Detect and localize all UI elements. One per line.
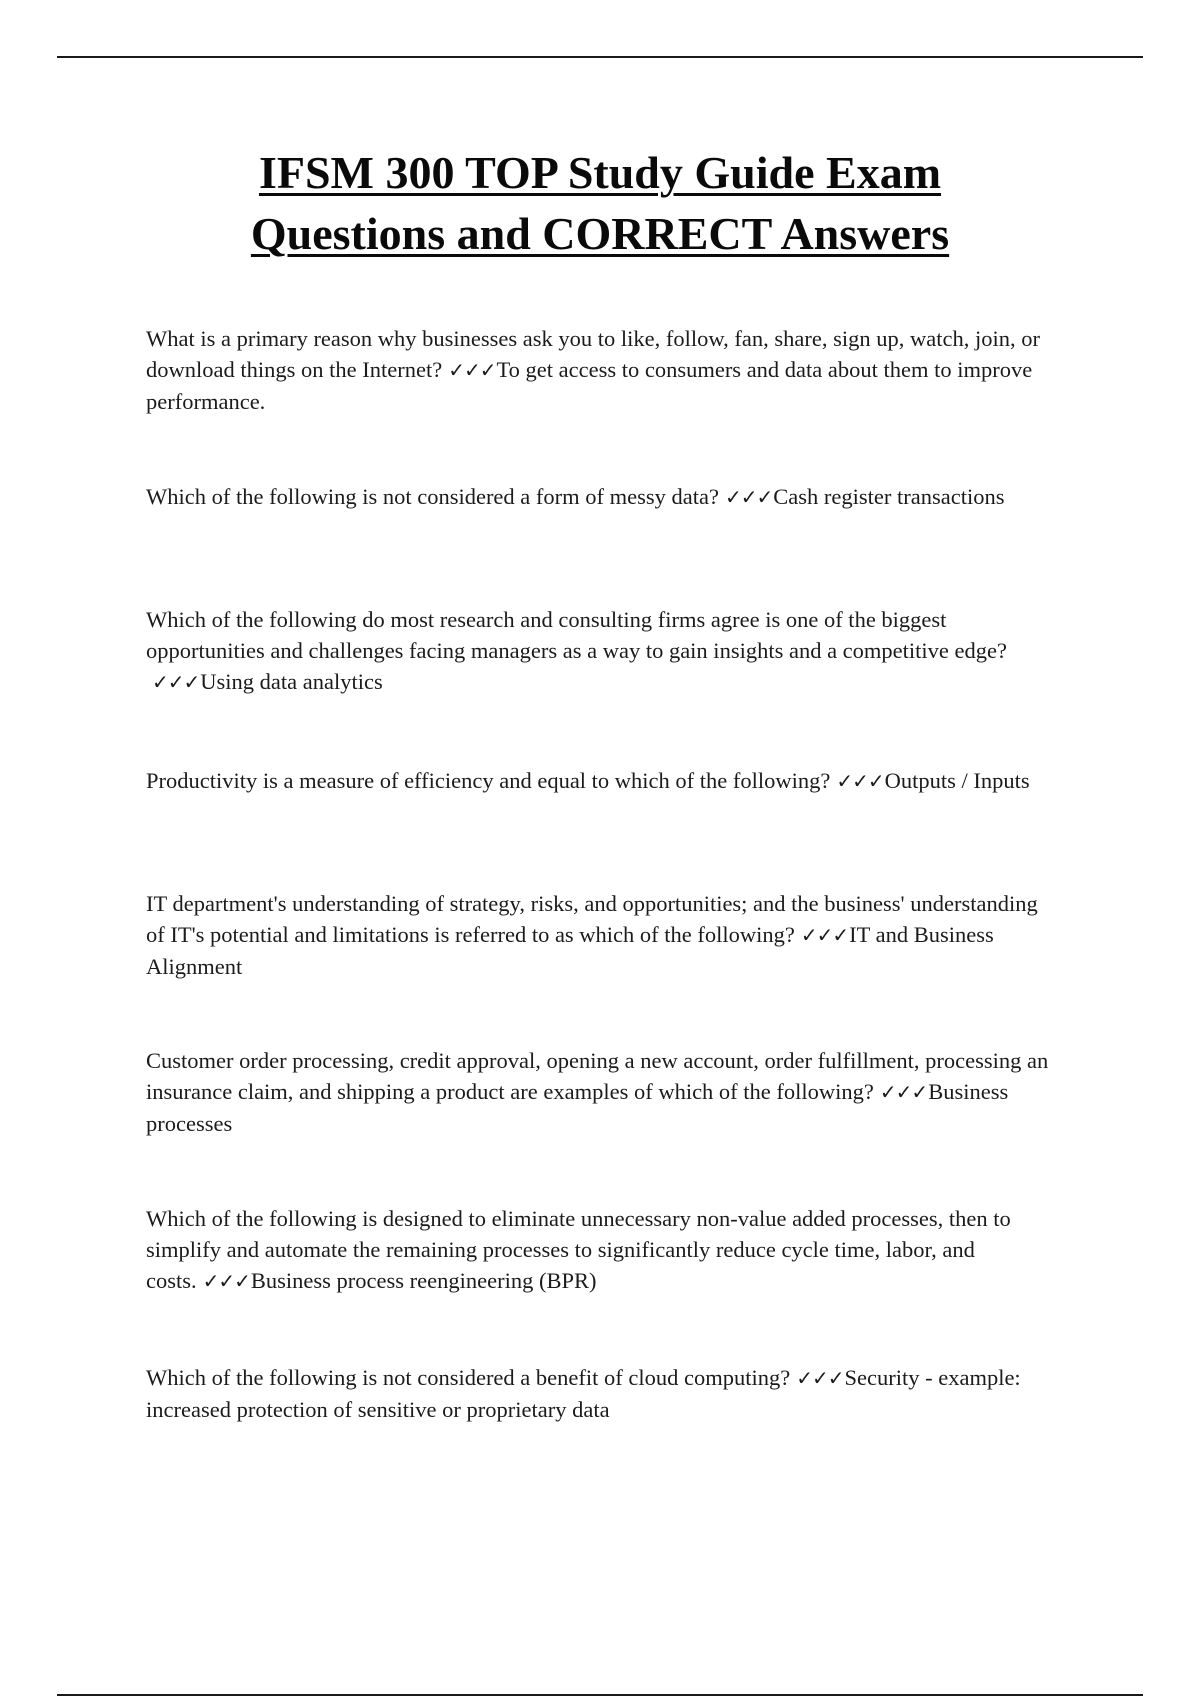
qa-item — [146, 888, 1056, 982]
question-text: Productivity is a measure of efficiency and equal to which of the following? — [146, 768, 831, 793]
answer-text: Using data analytics — [200, 669, 383, 694]
top-rule — [57, 56, 1143, 58]
answer-text: To get access to consumers and data about them to improve performance. — [146, 357, 1033, 414]
answer-text: Business processes — [146, 1079, 1009, 1136]
title-highlight — [0, 142, 1200, 264]
qa-item — [146, 1362, 1056, 1425]
checkmark-icon: ✓✓✓ — [836, 769, 884, 793]
answer-text: IT and Business Alignment — [146, 922, 994, 979]
question-text: What is a primary reason why businesses ask you to like, follow, fan, share, sign up, watch, join, or download things on the Internet? — [146, 326, 1040, 382]
qa-item — [146, 323, 1056, 417]
title-line-2: Questions and CORRECT Answers — [250, 208, 950, 259]
checkmark-icon: ✓✓✓ — [796, 1366, 844, 1390]
answer-text: Outputs / Inputs — [884, 768, 1030, 793]
checkmark-icon: ✓✓✓ — [724, 485, 773, 509]
title-line-1: IFSM 300 TOP Study Guide Exam — [258, 147, 942, 198]
question-text: Customer order processing, credit approval, opening a new account, order fulfillment, processing an insurance claim, and shipping a product are examples of which of the following? — [146, 1048, 1049, 1104]
question-text: Which of the following is not considered a form of messy data? — [146, 484, 719, 509]
checkmark-icon: ✓✓✓ — [152, 670, 200, 694]
question-text: Which of the following do most research and consulting firms agree is one of the biggest opportunities and challenges facing managers as a way to gain insights and a competitive edge? — [146, 607, 1007, 663]
answer-text: Security - example: increased protection of sensitive or proprietary data — [146, 1365, 1021, 1422]
question-text: IT department's understanding of strategy, risks, and opportunities; and the business' understanding of IT's potential and limitations is referred to as which of the following? — [146, 891, 1038, 947]
answer-text: Business process reengineering (BPR) — [250, 1268, 597, 1293]
qa-item — [146, 1203, 1056, 1297]
question-text: Which of the following is not considered a benefit of cloud computing? — [146, 1365, 791, 1390]
checkmark-icon: ✓✓✓ — [879, 1080, 928, 1104]
document-title — [0, 142, 1200, 264]
question-text: Which of the following is designed to eliminate unnecessary non-value added processes, then to simplify and automate the remaining processes to significantly reduce cycle time, labor, and costs. — [146, 1206, 1011, 1293]
qa-item — [146, 765, 1056, 797]
bottom-rule — [57, 1694, 1143, 1696]
qa-item — [146, 1045, 1056, 1139]
qa-item — [146, 604, 1056, 698]
answer-text: Cash register transactions — [773, 484, 1005, 509]
checkmark-icon: ✓✓✓ — [800, 923, 849, 947]
checkmark-icon: ✓✓✓ — [448, 358, 496, 382]
qa-item — [146, 481, 1056, 513]
checkmark-icon: ✓✓✓ — [202, 1269, 250, 1293]
